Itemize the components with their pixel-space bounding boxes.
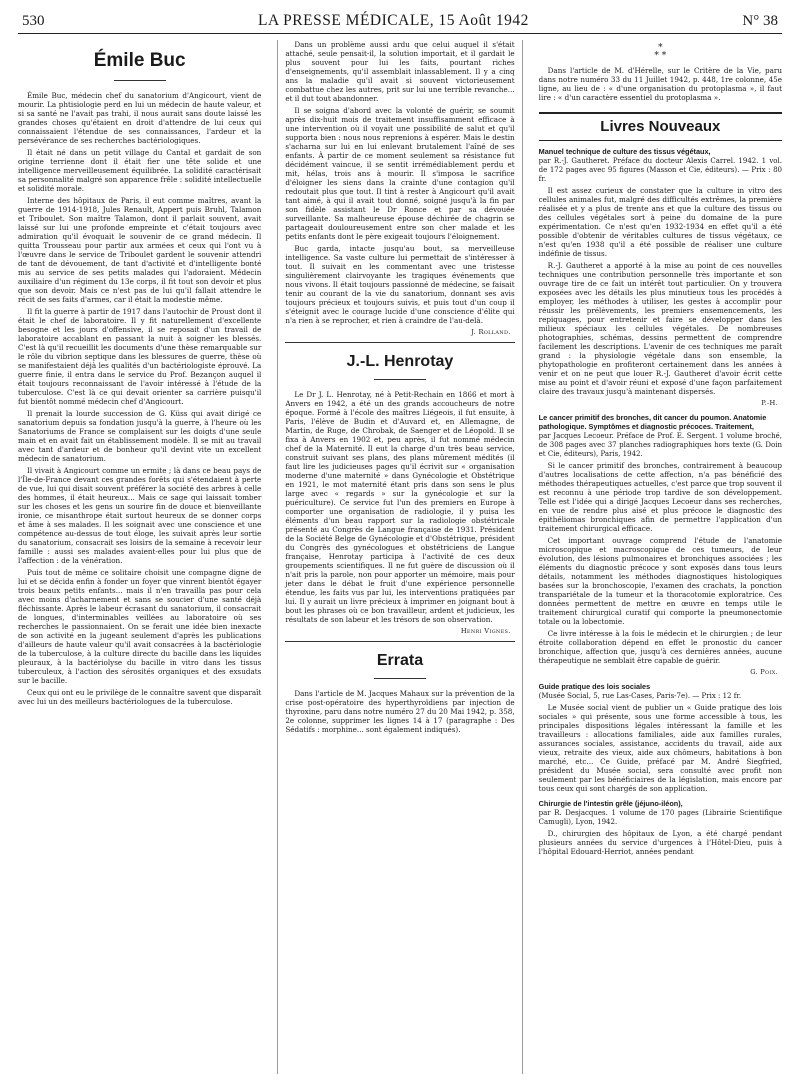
buc-paragraph: Il vivait à Angicourt comme un ermite ; là dans ce beau pays de l'Île-de-France devant ces grandes forêts qui s'étendaient à perte de vue, lui qui disait souvent préférer la société des arbres à celle des hommes, il était heureux... Mais ce sage qui laissait tomber sur les choses et les gens un sourire fin de douce et bienveillante ironie, ce misanthrope était surtout heureux de se donner corps et âme à ses malades. Il les soignait avec une conscience et une compétence au-dessus de tout éloge, les suivait après leur sortie du sanatorium, consacrait ses loisirs de la semaine à recevoir leur famille : aussi ses malades avaient-elles pour lui plus que de l'affection : de la vénération. [18, 466, 262, 565]
stars-separator: * * * [654, 43, 667, 61]
review-meta: par R. Desjacques. 1 volume de 170 pages (Librairie Scientifique Camugli), Lyon, 1942. [538, 809, 782, 826]
column-left [18, 40, 263, 1074]
column-right [537, 40, 782, 1074]
livres-title: Livres Nouveaux [539, 112, 782, 141]
journal-title: LA PRESSE MÉDICALE, 15 Août 1942 [257, 12, 529, 29]
divider [285, 641, 514, 642]
errata-note: Dans l'article de M. d'Hérelle, sur le Critère de la Vie, paru dans notre numéro 33 du 11 Juillet 1942, p. 448, 1re colonne, 45e ligne, au lieu de : « d'une organisation du protoplasma », il faut lire : « d'un caractère essentiel du protoplasma ». [538, 66, 782, 102]
divider [285, 342, 514, 343]
title-rule [114, 80, 166, 81]
errata-title: Errata [376, 652, 424, 669]
review-signature: G. Poix. [750, 668, 778, 676]
page-number: 530 [22, 13, 45, 29]
review-paragraph: Si le cancer primitif des bronches, contrairement à beaucoup d'autres localisations de cette affection, n'a pas bénéficié des méthodes thérapeutiques actuelles, c'est parce que trop souvent il est reconnu à une période trop tardive de son développement. Telle est l'idée qui a dirigé Jacques Lecoeur dans ses recherches, en vue de rendre plus aisé et plus précoce le diagnostic des épithéliomas bronchiques afin de permettre l'application d'un traitement chirurgical efficace. [538, 461, 782, 533]
review-paragraph: Ce livre intéresse à la fois le médecin et le chirurgien ; de leur étroite collaboration dépend en effet le pronostic du cancer bronchique, affection que, jusqu'à ces dernières années, aucune thérapeutique ne semblait être capable de guérir. [538, 629, 782, 665]
review-paragraph: Il est assez curieux de constater que la culture in vitro des cellules animales fut, malgré des difficultés extrêmes, la première réalisée et y a plus de trente ans et que la culture des tissus ou des cellules végétales sort à peine du domaine de la pure expérimentation. Ce n'est qu'en 1932-1934 en effet qu'il a été possible d'obtenir de véritables cultures de tissus végétaux, ce n'est qu'en 1938 qu'il a été possible de réaliser une culture indéfinie de tissus. [538, 186, 782, 258]
buc-paragraph: Émile Buc, médecin chef du sanatorium d'Angicourt, vient de mourir. La phtisiologie perd en lui un médecin de haute valeur, et si sa santé ne l'avait pas trahi, il nous aurait sans doute laissé les grandes choses qu'étaient en droit d'attendre de lui ceux qui connaissaient l'étendue de ses connaissances, l'ardeur et la persévérance de ses recherches bactériologiques. [18, 91, 262, 145]
buc-paragraph: Buc garda, intacte jusqu'au bout, sa merveilleuse intelligence. Sa vaste culture lui permettait de s'intéresser à tout. Il suivait en les commentant avec une tristesse singulièrement clairvoyante les tragiques événements que nous vivons. Il était toujours passionné de médecine, se faisait tenir au courant de la vie du sanatorium, donnant ses avis toujours précieux et toujours suivis, et puis tout d'un coup il s'éteignit avec le courage lucide d'une conscience d'élite qui n'a rien à se reprocher, et rien à craindre de l'au-delà. [285, 244, 515, 325]
buc-title: Émile Buc [93, 50, 186, 71]
review-meta: (Musée Social, 5, rue Las-Cases, Paris-7e). — Prix : 12 fr. [538, 692, 742, 700]
issue-number: N° 38 [742, 13, 778, 29]
buc-paragraph: Puis tout de même ce solitaire choisit une compagne digne de lui et se décida enfin à fonder un foyer que vinrent bientôt égayer trois beaux petits enfants... mais il n'en travailla pas pour cela avec moins d'acharnement et sans se soucier d'une santé déjà fléchissante. Après le labeur écrasant du sanatorium, il consacrait de longues, d'interminables veillées au laboratoire où ses recherches le passionnaient. On se ferait une idée bien inexacte de son activité en la jugeant seulement d'après les publications d'ailleurs de haute valeur qu'il avait consacrées à la bactériologie de la tuberculose, à la culture directe du bacille dans les liquides pleuraux, à la bactériolyse du bacille in vitro dans les tissus tuberculeux, à l'action des sérosités organiques et des exsudats sur le bacille. [18, 568, 262, 685]
review-title: Chirurgie de l'intestin grêle (jéjuno-iléon), [538, 799, 683, 808]
buc-paragraph: Il fit la guerre à partir de 1917 dans l'autochir de Proust dont il était le chef de laboratoire. Il y fit naturellement d'excellente besogne et les jours d'offensive, il se reposait d'un travail de laboratoire accablant en passant la nuit à soigner les blessés. C'est là qu'il recueillit les documents d'une thèse remarquable sur le rôle du vibrion septique dans les blessures de guerre, thèse où se manifestaient déjà les qualités d'un bactériologiste éprouvé. La guerre finie, il entra dans le service du Prof. Bezançon auquel il était toujours reconnaissant de l'avoir intéressé à l'étude de la tuberculose. C'est là ce qui devait orienter sa carrière puisqu'il fut bientôt nommé médecin chef d'Angicourt. [18, 307, 262, 406]
column-middle [277, 40, 522, 1074]
buc-paragraph: Interne des hôpitaux de Paris, il eut comme maîtres, avant la guerre de 1914-1918, Jules Renault, Appert puis Bruhl, Talamon et Triboulet. Son maître Talamon, dont il parlait souvent, avait laissé sur lui une profonde empreinte et c'était toujours avec admiration qu'il évoquait le souvenir de ce grand médecin. Il quitta Trousseau pour partir aux armées et ceux qui l'ont vu à l'œuvre dans le service de Triboulet gardent le souvenir attendri de tant de dévouement, de tant d'activité et d'intelligente bonté mis au service de ses petits malades qui l'adoraient. Médecin auxiliaire d'un régiment du 13e corps, il fit tout son devoir et plus que son devoir. Mais ce n'est pas de lui qu'il fallait attendre le récit de ses faits d'armes, car il était la modestie même. [18, 196, 262, 304]
columns [18, 40, 782, 1074]
buc-paragraph: Il prenait la lourde succession de G. Küss qui avait dirigé ce sanatorium depuis sa fondation jusqu'à la guerre, à l'heure où les Sanatoriums de France se complaisent sur les doigts d'une seule main et en avait fait un établissement modèle. Il se mit au travail avec tant d'ardeur et de bonheur qu'il devint vite un excellent médecin de sanatorium. [18, 409, 262, 463]
review-signature: P.-H. [761, 399, 778, 407]
buc-paragraph: Il se soigna d'abord avec la volonté de guérir, se soumit après dix-huit mois de traitement insuffisamment efficace à une intervention où il voyait une possibilité de salut et qu'il supporta bien : nous nous reprenions à espérer. Mais le destin s'acharna sur lui en lui enlevant brutalement l'aîné de ses enfants. À partir de ce moment seulement sa résistance fut décidément vaincue, il se sentit irrémédiablement perdu et mit, hélas, trois ans à mourir. Il s'imposa le sacrifice d'éloigner les siens dans la crainte d'une contagion qu'il redoutait plus que tout. Il tint à rester à Angicourt qu'il avait tant aimé, à qui il avait tout donné, soigné jusqu'à la fin par son fidèle assistant le Dr Ronce et par sa dévouée surveillante. Sa malheureuse épouse déchirée de chagrin se partageait douloureusement entre son cher malade et les petits enfants dont le père exigeait toujours l'éloignement. [285, 106, 515, 241]
review-paragraph: Le Musée social vient de publier un « Guide pratique des lois sociales » qui présente, sous une forme accessible à tous, les principales dispositions légales intéressant la famille et les travailleurs : allocations familiales, aide aux familles rurales, assurances sociales, assistance, accidents du travail, aide aux vieux, retraite des vieux, aide aux chômeurs, habitations à bon marché, etc... Ce Guide, préfacé par M. André Siegfried, président du Musée social, sera consulté avec profit non seulement par les bénéficiaires de la législation, mais encore par tous ceux qui sont chargés de son application. [538, 703, 782, 793]
title-rule [374, 678, 426, 679]
review-title: Manuel technique de culture des tissus végétaux, [538, 147, 711, 156]
review-paragraph: D., chirurgien des hôpitaux de Lyon, a été chargé pendant plusieurs années du service d'urgences à l'Hôtel-Dieu, puis à l'hôpital Edouard-Herriot, années pendant [538, 829, 782, 856]
review-paragraph: R.-J. Gautheret a apporté à la mise au point de ces nouvelles techniques une contribution personnelle très importante et son ouvrage tire de ce fait un intérêt tout particulier. On y trouvera exposées avec les détails les plus minutieux tous les procédés à employer, les méthodes à utiliser, les gestes à accomplir pour réussir les prélèvements, les premiers ensemencements, les repiquages, pour entretenir et faire se développer dans les milieux spéciaux les cellules végétales. De nombreuses photographies, schémas, dessins permettent de comprendre facilement les descriptions. L'avenir de ces techniques me paraît grand : la physiologie végétale dans son ensemble, la phytopathologie en profiteront certainement dans les années à venir et on ne peut que louer R.-J. Gautheret d'avoir écrit cette mise au point et d'avoir réuni et exposé d'une façon parfaitement claire des travaux jusqu'à maintenant dispersés. [538, 261, 782, 396]
review-paragraph: Cet important ouvrage comprend l'étude de l'anatomie microscopique et macroscopique de ces tumeurs, de leur évolution, des lésions pulmonaires et bronchiques associées ; les éléments du diagnostic précoce y sont exposés dans tous leurs détails, notamment les méthodes diagnostiques histologiques basées sur la bronchoscopie, l'examen des crachats, la ponction transpariétale de la tumeur et la thoracotomie exploratrice. Ces données permettent de mettre en œuvre en temps utile le traitement chirurgical curatif qui comporte la pneumonectomie totale ou la lobectomie. [538, 536, 782, 626]
review-meta: par R.-J. Gautheret. Préface du docteur Alexis Carrel. 1942. 1 vol. de 172 pages avec 95 figures (Masson et Cie, éditeurs). — Prix : 80 fr. [538, 157, 782, 183]
buc-paragraph: Ceux qui ont eu le privilège de le connaître savent que disparaît avec lui un des meilleurs bactériologues de la tuberculose. [18, 688, 262, 706]
review-title: Guide pratique des lois sociales [538, 682, 651, 691]
henrotay-title: J.-L. Henrotay [346, 353, 454, 370]
page-header [18, 12, 782, 34]
buc-paragraph: Dans un problème aussi ardu que celui auquel il s'était attaché, seule pensait-il, la solution importait, et il gardait le plus souvent pour lui les faits, pourtant riches d'enseignements, qu'il assemblait inlassablement. Il y a cinq ans la maladie qu'il avait si souvent victorieusement combattue chez les autres, prit sur lui une terrible revanche... et il dut tout abandonner. [285, 40, 515, 103]
henrotay-paragraph: Le Dr J. L. Henrotay, né à Petit-Rechain en 1866 et mort à Anvers en 1942, a été un des grands accoucheurs de notre époque. Formé à l'école des maîtres Liégeois, il fut ensuite, à Paris, l'élève de Budin et d'Auvard et, en Allemagne, de Martin, de Ruge, de Chrobak, de Saenger et de Léopold. Il se fixa à Anvers en 1902 et, peu après, il fut nommé médecin chef de la Maternité. Il eut la charge d'un très beau service, construit suivant ses plans, des plans mûrement médités (il faut lire les judicieuses pages qu'il écrivit sur « organisation moderne d'une maternité » dans Gynécologie et Obstétrique en 1921, le mot maternité étant pris dans son sens le plus large avec « regards » sur la gynécologie et sur la puériculture). Ce service fut l'un des premiers en Europe à comporter une organisation de radiologie, il y puisa les éléments d'un beau rapport sur la radiologie obstétricale présenté au Congrès de Langue française de 1931. Président de la Société Belge de Gynécologie et d'Obstétrique, président du Congrès des gynécologues et obstétriciens de Langue française, Henrotay participa à l'activité de ces deux groupements scientifiques. Il ne fut guère de discussion où il n'ait pris la parole, non pour apporter un mémoire, mais pour jeter dans le débat le fruit d'une expérience personnelle étendue, les faits vus par lui, les interventions pratiquées par lui. Il y aurait un livre précieux à imprimer en joignant bout à bout les phrases où ce bon travailleur, ardent et judicieux, les résultats de son labeur et les trésors de son observation. [285, 390, 515, 624]
review-title: Le cancer primitif des bronches, dit cancer du poumon. Anatomie pathologique. Symptômes et diagnostic précoces. Traitement, [538, 413, 767, 431]
buc-paragraph: Il était né dans un petit village du Cantal et gardait de son origine terrienne dont il était fier une tête solide et une intelligence merveilleusement équilibrée. La solidité caractérisait sa personnalité malgré son apparence frêle : solidité intellectuelle et solidité morale. [18, 148, 262, 193]
henrotay-signature: Henri Vignes. [460, 627, 511, 635]
review-meta: par Jacques Lecoeur. Préface de Prof. E. Sergent. 1 volume broché, de 308 pages avec 37 planches radiographiques hors texte (G. Doin et Cie, éditeurs), Paris, 1942. [538, 432, 782, 458]
title-rule [374, 379, 426, 380]
buc-signature: J. Rolland. [471, 328, 511, 336]
errata-paragraph: Dans l'article de M. Jacques Mahaux sur la prévention de la crise post-opératoire des hyperthyroïdiens par injection de thyroxine, paru dans notre numéro 27 du 20 Mai 1942, p. 358, 2e colonne, supprimer les lignes 14 à 17 (paragraphe : Des Sédatifs : morphine... sont également indiqués). [285, 689, 515, 734]
